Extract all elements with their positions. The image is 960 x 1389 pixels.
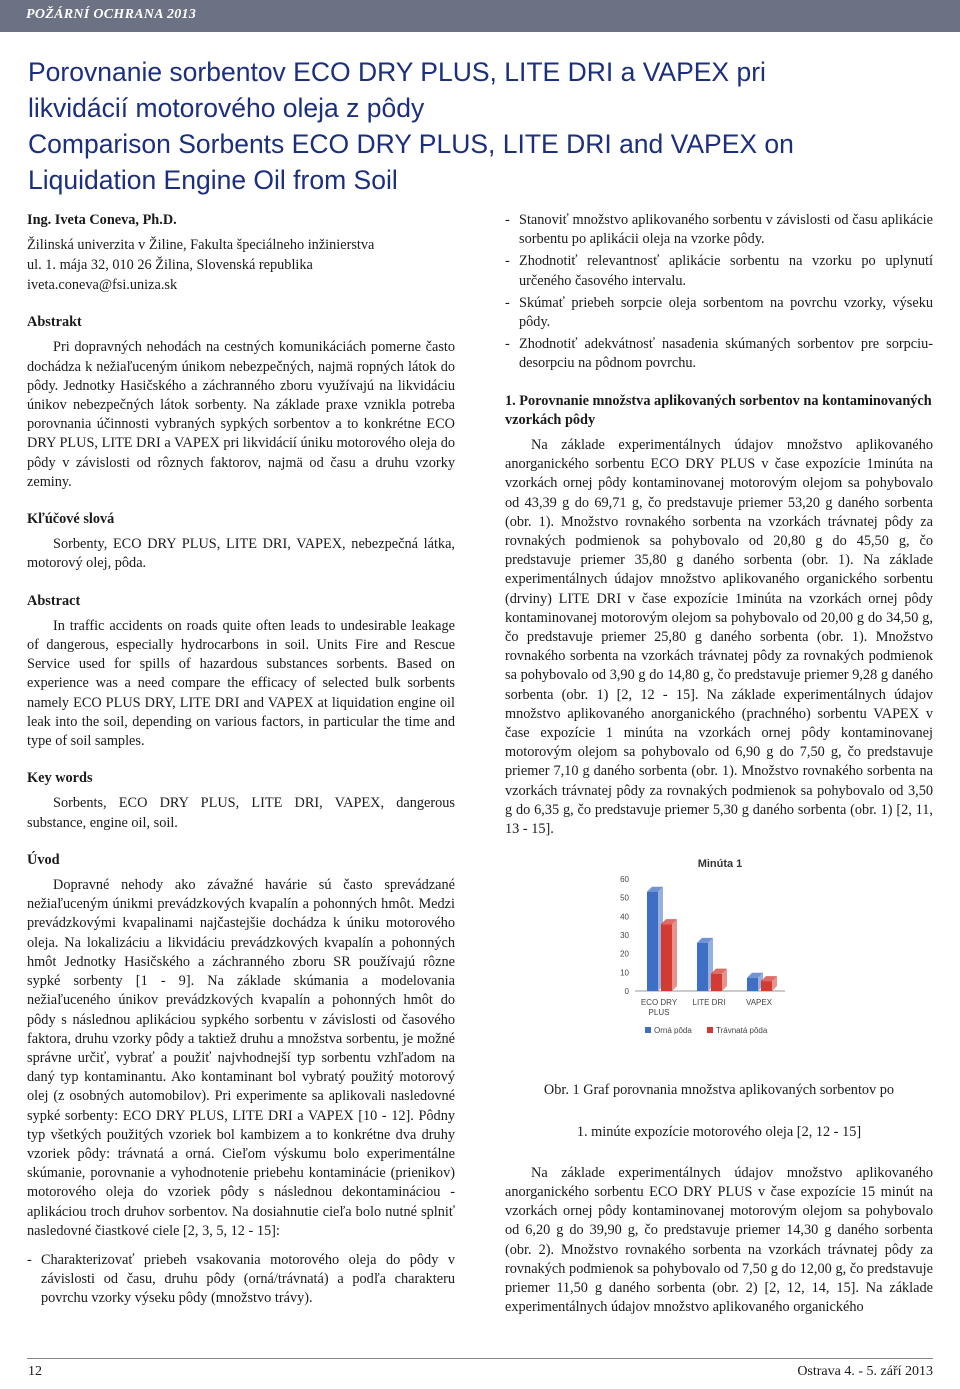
abstract-text: In traffic accidents on roads quite often leads to undesirable leakage of dangerous, especially hydrocarbons in soil. Units Fire and Rescue Service used for spills of hazardous substances sorbents. Based on experience was a need compare the efficacy of selected bulk sorbents namely ECO PLUS DRY, LITE DRI and VAPEX at liquidation engine oil leak into the soil, depending on various factors, in particular the time and type of soil samples. [27,617,455,750]
bar-orna [747,978,758,991]
y-tick-label: 40 [620,912,629,922]
right-column [505,211,933,1317]
goal-text: Charakterizovať priebeh vsakovania motorového oleja do pôdy v závislosti od času, druhu pôdy (orná/trávnatá) a podľa charakteru povrchu vzorky výseku pôdy (množstvo trávy). [41,1251,455,1307]
y-tick-label: 30 [620,931,629,941]
x-category-label: ECO DRY [640,998,678,1008]
klucove-slova-heading: Kľúčové slová [27,511,115,528]
legend-swatch [707,1027,713,1033]
title-en-line-1: Comparison Sorbents ECO DRY PLUS, LITE DRI and VAPEX on [28,129,794,159]
section-1-heading: 1. Porovnanie množstva aplikovaných sorbentov na kontaminovaných vzorkách pôdy [505,392,932,428]
footer-divider [27,1358,933,1359]
title-block [28,54,928,198]
journal-name: POŽÁRNÍ OCHRANA 2013 [26,7,197,22]
goal-item [505,294,933,332]
abstrakt-text: Pri dopravných nehodách na cestných komunikáciách pomerne často dochádza k nežiaľuceným únikom nebezpečných, najmä ropných látok do pôdy. Jednotky Hasičského a záchranného zboru využívajú na likvidáciu únikov nebezpečných látok sorbenty. Na základe praxe vznikla potreba porovnania účinnosti vybraných sypkých sorbentov a to konkrétne ECO DRY PLUS, LITE DRI a VAPEX pri likvidácií úniku motorového oleja do pôdy v závislosti od rôznych faktorov, najmä od času a druhu vzorky zeminy. [27,339,455,490]
key-words-heading: Key words [27,770,93,787]
affiliation-address: ul. 1. mája 32, 010 26 Žilina, Slovenská republika [27,257,313,274]
goal-text: Zhodnotiť relevantnosť aplikácie sorbentu na vzorku po uplynutí určeného časového intervalu. [519,253,933,289]
figure-caption-line-1: Obr. 1 Graf porovnania množstva aplikovaných sorbentov po [543,1082,895,1099]
dash-bullet: - [505,212,510,228]
key-words-text: Sorbents, ECO DRY PLUS, LITE DRI, VAPEX, dangerous substance, engine oil, soil. [27,795,455,831]
title-sk-line-1: Porovnanie sorbentov ECO DRY PLUS, LITE DRI a VAPEX pri [28,57,766,87]
goal-text: Skúmať priebeh sorpcie oleja sorbentom na povrchu vzorky, výseku pôdy. [519,294,933,331]
abstract-heading: Abstract [27,592,81,609]
section-1-paragraph-1: Na základe experimentálnych údajov množstvo aplikovaného anorganického sorbentu ECO DRY PLUS v čase expozície 1minúta na vzorkách ornej pôdy kontaminovanej motorovým olejom sa pohybovalo od 43,39 g do 69,71 g, čo predstavuje priemer 53,20 g daného sorbenta (obr. 1). Množstvo rovnakého sorbenta na vzorkách trávnatej pôdy za rovnakých podmienok sa pohybovalo od 20,80 g do 45,50 g, čo predstavuje priemer 35,80 g daného sorbenta (obr. 1). Na základe experimentálnych údajov množstvo aplikovaného organického sorbentu (drviny) LITE DRI v čase expozície 1minúta na vzorkách ornej pôdy kontaminovanej motorovým olejom sa pohybovalo od 20,00 g do 34,50 g, čo predstavuje priemer 25,80 g daného sorbenta (obr. 1). Množstvo rovnakého sorbenta na vzorkách trávnatej pôdy za rovnakých podmienok sa pohybovalo od 3,90 g do 14,80 g, čo predstavuje priemer 9,28 g daného sorbenta (obr. 1) [2, 12 - 15]. Na základe experimentálnych údajov množstvo aplikovaného anorganického (prachného) sorbentu VAPEX v čase expozície 1 minúta na vzorkách ornej pôdy kontaminovanej motorovým olejom sa pohybovalo od 6,90 g do 7,50 g, čo predstavuje priemer 7,10 g daného sorbenta (obr. 1). Množstvo rovnakého sorbenta na vzorkách trávnatej pôdy za rovnakých podmienok sa pohybovalo od 3,50 g do 6,35 g, čo predstavuje priemer 5,30 g daného sorbenta (obr. 1) [2, 11, 13 - 15]. [505,437,933,838]
goal-item [505,211,933,249]
bar-orna [697,943,708,991]
bar-chart [595,851,895,1075]
x-category-label: LITE DRI [692,998,726,1008]
title-en-line-2: Liquidation Engine Oil from Soil [28,165,398,195]
y-tick-label: 60 [620,875,629,885]
bar-side-face [672,919,677,991]
author-name: Ing. Iveta Coneva, Ph.D. [27,212,177,228]
dash-bullet: - [505,336,510,353]
bar-travnata [661,924,672,991]
chart-container [595,851,895,1075]
title-sk-line-2: likvidácií motorového oleja z pôdy [28,93,425,123]
bar-travnata [711,974,722,991]
goal-item [27,1251,455,1309]
y-tick-label: 0 [624,987,629,997]
page-number: 12 [28,1364,42,1379]
goal-item [505,252,933,290]
goal-text: Stanoviť množstvo aplikovaného sorbentu v závislosti od času aplikácie sorbentu po aplikácii oleja na vzorke pôdy. [519,212,933,248]
goal-item [505,335,933,373]
uvod-text: Dopravné nehody ako závažné havárie sú často sprevádzané nežiaľuceným únikmi prevádzkových kvapalín a pohonných hmôt. Medzi prevádzkovými kvapalinami najčastejšie dochádza k úniku motorového oleja. Na lokalizáciu a likvidáciu prevádzkových kvapalín a pohonných hmôt Jednotky Hasičského a záchranného zboru SR používajú rôzne sypké sorbenty [1 - 9]. Na základe skúmania a modelovania nežiaľuceného únikov prevádzkových kvapalín a pohonných hmôt do pôdy s následnou aplikáciou sypkého sorbentu v závislosti od časového faktora, druhu vzorky pôdy a taktiež druhu a množstva sorbentu, je možné správne určiť, vybrať a použiť najvhodnejší typ sorbentu vzhľadom na daný typ kontaminantu. Ako kontaminant bol vybratý použitý motorový olej (z osobných automobilov). Pri experimente sa aplikovali nasledovné sypké sorbenty: ECO DRY PLUS, LITE DRI a VAPEX [10 - 12]. Pôdny typ všetkých použitých vzoriek bol kambizem a to konkrétne dva druhy vzoriek pôdy: trávnatá a orná. Cieľom výskumu bolo experimentálne skúmanie, porovnanie a vyhodnotenie priebehu kontaminácie (prienikov) motorového oleja do vzoriek pôdy s následnou dekontamináciou - aplikáciou troch druhov sorbentov. Na dosiahnutie cieľa bolo nutné splniť nasledovné čiastkové ciele [2, 3, 5, 12 - 15]: [27,877,455,1239]
author-email: iveta.coneva@fsi.uniza.sk [27,277,178,294]
klucove-slova-text: Sorbenty, ECO DRY PLUS, LITE DRI, VAPEX, nebezpečná látka, motorový olej, pôda. [27,536,455,572]
figure-caption-line-2: 1. minúte expozície motorového oleja [2, 12 - 15] [576,1123,862,1140]
y-tick-label: 20 [620,949,629,959]
affiliation-faculty: Žilinská univerzita v Žiline, Fakulta špeciálneho inžinierstva [27,237,375,254]
dash-bullet: - [27,1251,32,1268]
x-category-label: VAPEX [745,998,773,1008]
dash-bullet: - [505,253,510,270]
uvod-heading: Úvod [27,851,60,868]
chart-title: Minúta 1 [697,858,743,871]
abstrakt-heading: Abstrakt [27,314,82,331]
legend-label: Trávnatá pôda [716,1026,768,1036]
footer-place-date: Ostrava 4. - 5. září 2013 [797,1364,933,1379]
bar-travnata [761,981,772,991]
left-column [27,211,455,1309]
bar-orna [647,892,658,991]
goal-text: Zhodnotiť adekvátnosť nasadenia skúmaných sorbentov pre sorpciu-desorpciu na pôdnom povrchu. [519,336,933,372]
y-tick-label: 10 [620,968,629,978]
dash-bullet: - [505,294,510,311]
section-1-paragraph-2: Na základe experimentálnych údajov množstvo aplikovaného anorganického sorbentu ECO DRY PLUS v čase expozície 15 minút na vzorkách ornej pôdy kontaminovanej motorovým olejom sa pohybovalo od 6,20 g do 39,90 g, čo predstavuje priemer 14,30 g daného sorbenta (obr. 2). Množstvo rovnakého sorbenta na vzorkách trávnatej pôdy za rovnakých podmienok sa pohybovalo od 7,50 g do 12,00 g, čo predstavuje priemer 11,50 g daného sorbenta (obr. 2) [2, 12, 14, 15]. Na základe experimentálnych údajov množstvo aplikovaného organického [505,1164,933,1316]
y-tick-label: 50 [620,893,629,903]
legend-swatch [645,1027,651,1033]
legend-label: Orná pôda [654,1026,692,1036]
x-category-label: PLUS [648,1008,670,1018]
journal-header-bar [0,0,960,32]
